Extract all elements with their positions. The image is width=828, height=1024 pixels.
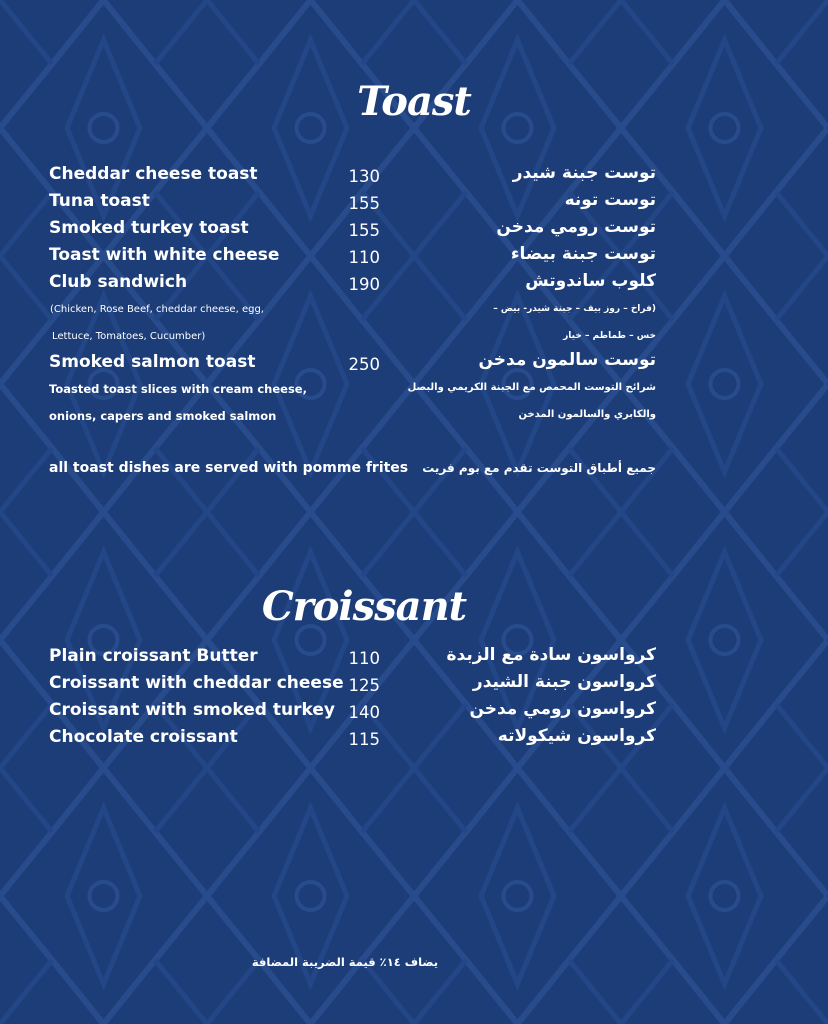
- menu-item-name: Toast with white cheese: [49, 245, 280, 265]
- menu-item-price: 190: [348, 275, 380, 294]
- menu-item-price: 125: [348, 676, 380, 695]
- vat-note: يضاف ١٤٪ قيمة الضريبة المضافة: [251, 955, 439, 969]
- menu-item-name-ar: توست جبنة شيدر: [512, 163, 656, 183]
- menu-item-name: Croissant with smoked turkey: [49, 700, 335, 720]
- menu-item-name: Tuna toast: [49, 191, 150, 211]
- item-description-ar: (فراخ – روز بيف – جبنة شيدر- بيض –: [493, 304, 656, 314]
- menu-item-name: Chocolate croissant: [49, 727, 238, 747]
- menu-item-price: 110: [348, 248, 380, 267]
- menu-item-name-ar: توست سالمون مدخن: [478, 350, 656, 370]
- menu-item-name-ar: كرواسون رومي مدخن: [469, 699, 656, 719]
- menu-item-name-ar: كرواسون شيكولاته: [497, 726, 656, 746]
- item-description: Toasted toast slices with cream cheese,: [49, 382, 307, 396]
- menu-item-price: 140: [348, 703, 380, 722]
- menu-item-price: 130: [348, 167, 380, 186]
- menu-item-name-ar: توست رومي مدخن: [496, 217, 656, 237]
- item-description-ar: شرائح التوست المحمص مع الجبنة الكريمي والبصل: [407, 382, 656, 393]
- menu-item-price: 115: [348, 730, 380, 749]
- menu-item-price: 110: [348, 649, 380, 668]
- menu-item-name: Cheddar cheese toast: [49, 164, 258, 184]
- menu-item-name-ar: توست تونه: [564, 190, 656, 210]
- menu-item-name: Club sandwich: [49, 272, 188, 292]
- menu-item-name-ar: توست جبنة بيضاء: [510, 244, 656, 264]
- item-description-ar: خس – طماطم – خيار: [563, 331, 656, 341]
- menu-item-name-ar: كرواسون سادة مع الزبدة: [446, 645, 656, 665]
- menu-item-name-ar: كرواسون جبنة الشيدر: [472, 672, 656, 692]
- croissant-section-title: Croissant: [261, 583, 467, 630]
- toast-section-title: Toast: [357, 78, 471, 125]
- section-note: all toast dishes are served with pomme frites: [49, 460, 409, 476]
- menu-item-price: 155: [348, 194, 380, 213]
- item-description: (Chicken, Rose Beef, cheddar cheese, egg,: [50, 304, 264, 315]
- menu-item-name: Smoked turkey toast: [49, 218, 249, 238]
- section-note-ar: جميع أطباق التوست تقدم مع بوم فريت: [422, 461, 656, 475]
- item-description-ar: والكابري والسالمون المدخن: [518, 409, 656, 420]
- menu-item-price: 155: [348, 221, 380, 240]
- item-description: Lettuce, Tomatoes, Cucumber): [52, 331, 206, 342]
- menu-item-name: Croissant with cheddar cheese: [49, 673, 344, 693]
- menu-item-name-ar: كلوب ساندوتش: [525, 271, 656, 291]
- menu-item-price: 250: [348, 355, 380, 374]
- menu-item-name: Smoked salmon toast: [49, 352, 256, 372]
- menu-item-name: Plain croissant Butter: [49, 646, 258, 666]
- item-description: onions, capers and smoked salmon: [49, 409, 277, 423]
